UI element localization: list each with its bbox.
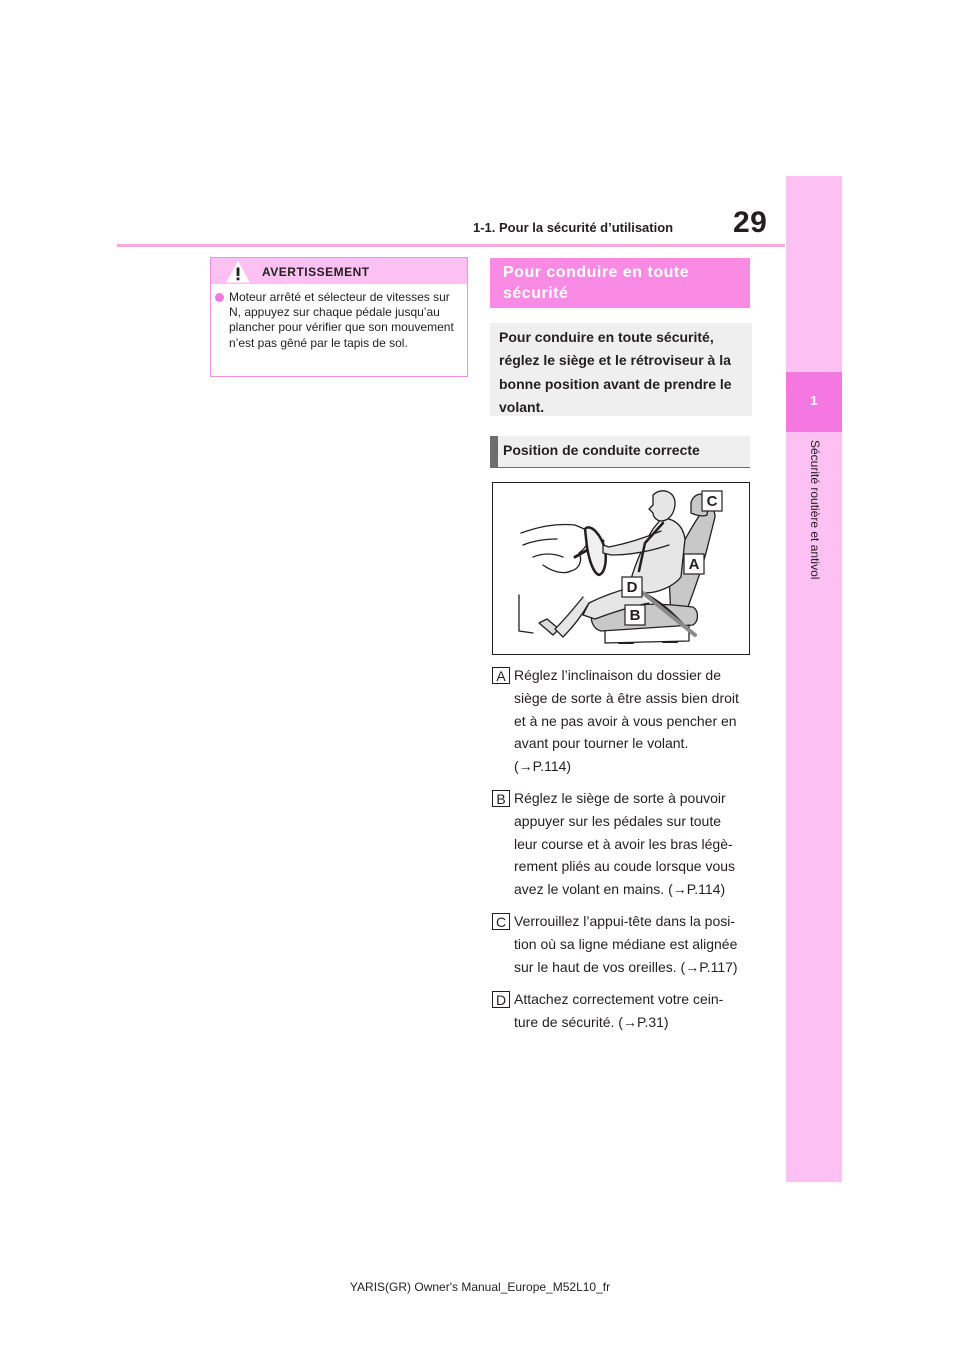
side-tab-strip (786, 176, 842, 1182)
step-b-letter: B (492, 790, 510, 807)
step-c-text: Verrouillez l’appui-tête dans la posi- tion où sa ligne médiane est alignée sur le haut de vos oreilles. (→P.117) (514, 913, 738, 975)
chapter-number: 1 (810, 393, 818, 408)
subheading-title: Position de conduite correcte (503, 442, 700, 458)
warning-triangle-icon (226, 261, 250, 283)
label-a: A (688, 556, 700, 573)
step-b-text: Réglez le siège de sorte à pouvoir appuyer sur les pédales sur toute leur course et à avoir les bras légè- rement pliés au coude lorsque vous avez le volant en mains. (→P.114) (514, 790, 736, 898)
step-d-letter: D (492, 991, 510, 1008)
driving-position-illustration (492, 482, 750, 655)
driver-seat-drawing (493, 483, 749, 654)
warning-text: Moteur arrêté et sélecteur de vitesses sur N, appuyez sur chaque pédale jusqu’au plancher pour vérifier que son mouvement n’est pas gêné par le tapis de sol. (229, 290, 454, 350)
label-d: D (626, 579, 638, 596)
bullet-icon (215, 293, 224, 302)
step-a-letter: A (492, 667, 510, 684)
page-number: 29 (733, 206, 768, 239)
step-c-letter: C (492, 913, 510, 930)
header-rule (117, 244, 785, 247)
intro-text: Pour conduire en toute sécurité, réglez le siège et le rétroviseur à la bonne position avant de prendre le volant. (499, 329, 732, 415)
label-c: C (706, 493, 718, 510)
subheading-rule (490, 467, 750, 468)
chapter-title: Sécurité routière et antivol (808, 440, 822, 580)
step-a-text: Réglez l’inclinaison du dossier de siège de sorte à être assis bien droit et à ne pas avoir à vous pencher en avant pour tourner le volant. (→P.114) (514, 667, 739, 775)
footer-manual-id: YARIS(GR) Owner's Manual_Europe_M52L10_fr (349, 1280, 611, 1294)
warning-title: AVERTISSEMENT (262, 265, 370, 279)
label-b: B (629, 607, 641, 624)
section-title: 1-1. Pour la sécurité d’utilisation (473, 220, 674, 235)
step-d-text: Attachez correctement votre cein- ture de sécurité. (→P.31) (514, 991, 724, 1030)
section-banner-title: Pour conduire en toute sécurité (503, 264, 690, 302)
subheading-bar (490, 436, 498, 467)
